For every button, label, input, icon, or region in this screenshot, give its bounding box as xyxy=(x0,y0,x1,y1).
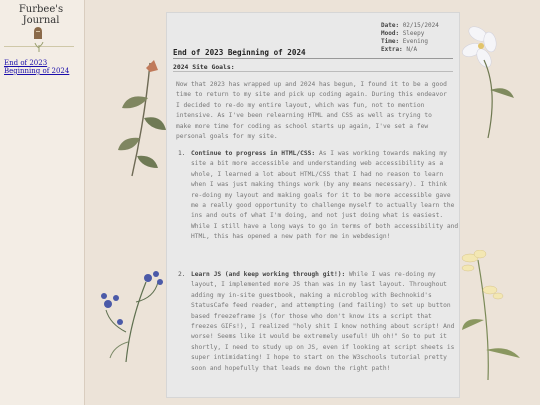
title-divider xyxy=(173,58,453,59)
journal-entry-panel xyxy=(166,12,460,398)
goal-text: As I was working towards making my site a bit more accessible and understanding web accessibility as a whole, I learned a lot about HTML/CSS that I had no reason to learn when I was just making things work (by any means necessary). I think re-doing my layout and making goals for it to be more accessible gave me a really good opportunity to challenge myself to actually learn the ins and outs of what I'm doing, and not just doing what is easiest. While I still have a long ways to go in terms of both accessibility and HTML, this has opened a new path for me in webdesign! xyxy=(191,150,459,241)
pressed-flower-right-top xyxy=(458,20,540,140)
meta-time: Time: Evening xyxy=(381,38,428,45)
section-divider xyxy=(173,71,453,72)
site-title-line-2: Journal xyxy=(22,15,60,26)
goal-heading: Learn JS (and keep working through git!): xyxy=(191,271,346,278)
entry-meta xyxy=(381,22,455,54)
section-heading: 2024 Site Goals: xyxy=(173,63,235,71)
sidebar xyxy=(0,0,85,405)
goal-item-2 xyxy=(178,270,459,374)
pressed-flower-left-top xyxy=(110,58,170,178)
goal-text: While I was re-doing my layout, I implemented more JS than was in my last layout. Throughout adding my in-site guestbook, making a microblog with Bechnokid's StatusCafe feed reader, and attempting (and failing) to set up button based freezeframe js (for those who don't know its a script that freezes GIFs!), I realized "holy shit I know nothing about script! And worse! Seems like it would be extremely useful! Uh oh!" So to put it shortly, I need to study up on JS, even if looking at script sheets is super intimidating! I hope to start on the W3schools tutorial pretty soon and hopefully that leads me down the right path! xyxy=(191,271,455,372)
nav-link-end-of-2023[interactable]: End of 2023 xyxy=(4,59,48,67)
pressed-flower-right-bottom xyxy=(458,250,540,380)
site-title xyxy=(6,4,76,26)
pressed-flower-left-bottom xyxy=(96,262,168,362)
intro-paragraph: Now that 2023 has wrapped up and 2024 has begun, I found it to be a good time to return to my site and pick up coding again. During this endeavor I decided to re-do my entire layout, which was fun, not to mention intensive. As I've been relearning HTML and CSS as well as trying to make more time for coding as school starts up again, I've set a few personal goals for my site. xyxy=(176,81,447,141)
goal-heading: Continue to progress in HTML/CSS: xyxy=(191,150,316,157)
goal-item-1 xyxy=(178,149,459,243)
goal-number: 1. xyxy=(178,150,186,157)
meta-date: Date: 02/15/2024 xyxy=(381,22,439,29)
sprig-icon xyxy=(33,42,45,52)
entry-title: End of 2023 Beginning of 2024 xyxy=(173,48,306,57)
meta-mood: Mood: Sleepy xyxy=(381,30,425,37)
meta-extra: Extra: N/A xyxy=(381,46,418,53)
goal-number: 2. xyxy=(178,271,186,278)
tombstone-icon xyxy=(32,27,44,39)
nav-link-beginning-of-2024[interactable]: Beginning of 2024 xyxy=(4,67,70,75)
site-title-line-1: Furbee's xyxy=(18,4,64,15)
